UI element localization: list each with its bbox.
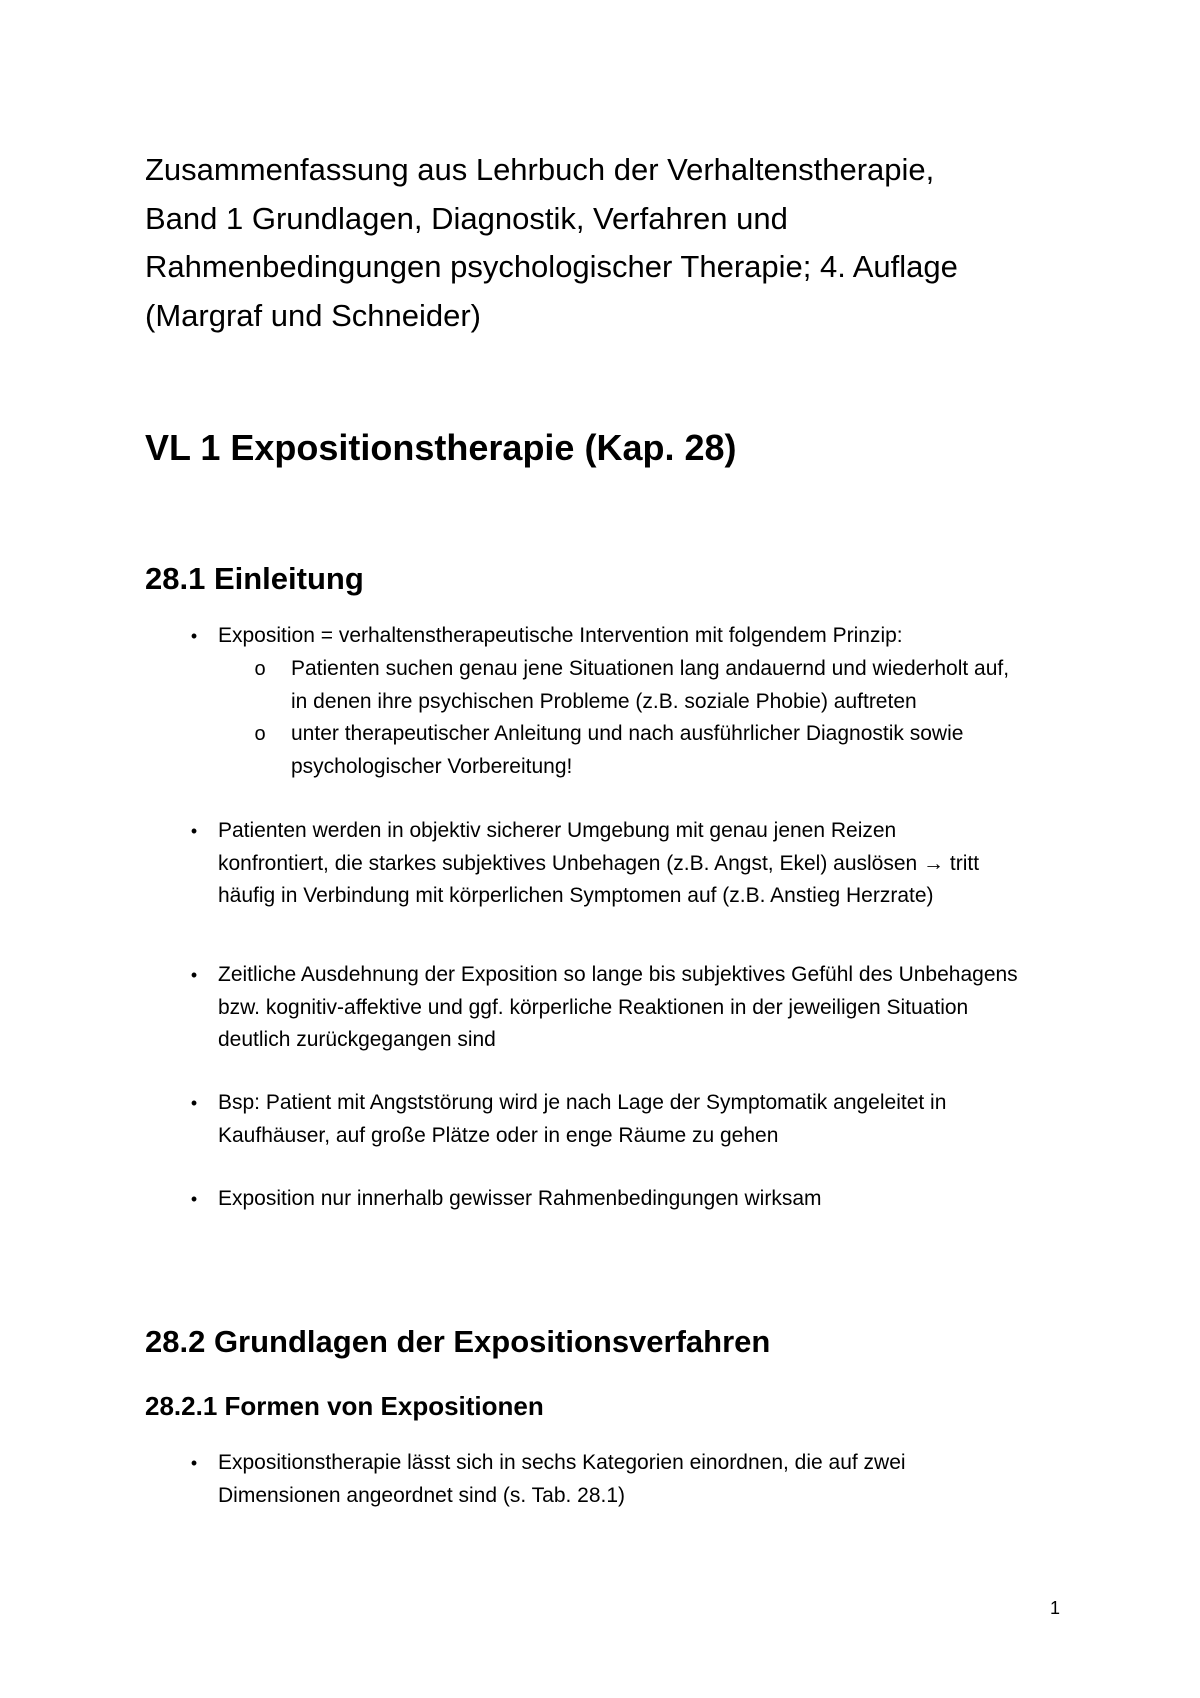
title-line: (Margraf und Schneider) (145, 297, 481, 333)
bullet-text: Zeitliche Ausdehnung der Exposition so lange bis subjektives Gefühl des Unbehagens (218, 963, 1018, 986)
bullet-text: Bsp: Patient mit Angststörung wird je nach Lage der Symptomatik angeleitet in (218, 1091, 947, 1114)
sub-bullet-text: Patienten suchen genau jene Situationen lang andauernd und wiederholt auf, (291, 657, 1010, 680)
sub-bullet-marker: o (254, 658, 266, 680)
sub-bullet-text: unter therapeutischer Anleitung und nach ausführlicher Diagnostik sowie (291, 722, 964, 745)
bullet-text: Dimensionen angeordnet sind (s. Tab. 28.1) (218, 1483, 626, 1507)
page-number: 1 (1050, 1598, 1061, 1618)
bullet-text: Exposition nur innerhalb gewisser Rahmenbedingungen wirksam (218, 1187, 822, 1210)
bullet-text: Expositionstherapie lässt sich in sechs Kategorien einordnen, die auf zwei (218, 1451, 906, 1474)
bullet-marker: • (190, 1189, 198, 1209)
title-line: Rahmenbedingungen psychologischer Therapie; 4. Auflage (145, 249, 958, 284)
bullet-item (190, 1087, 1078, 1152)
document-title (145, 146, 1075, 340)
bullet-marker: • (190, 1093, 198, 1113)
bullet-marker: • (190, 965, 198, 985)
bullet-text: Exposition = verhaltenstherapeutische Intervention mit folgendem Prinzip: (218, 624, 903, 647)
bullet-item (190, 620, 1078, 653)
bullet-text: deutlich zurückgegangen sind (218, 1028, 496, 1051)
title-line: Band 1 Grundlagen, Diagnostik, Verfahren und (145, 200, 788, 236)
bullet-text: bzw. kognitiv-affektive und ggf. körperliche Reaktionen in der jeweiligen Situation (218, 995, 969, 1019)
sub-bullet-text: psychologischer Vorbereitung! (291, 754, 573, 778)
bullet-marker: • (190, 1453, 198, 1473)
sub-bullet-item (254, 653, 1071, 718)
bullet-marker: • (190, 821, 198, 841)
bullet-marker: • (190, 626, 198, 646)
bullet-item (190, 1447, 1078, 1512)
sub-bullet-item (254, 718, 1071, 783)
bullet-text: Patienten werden in objektiv sicherer Umgebung mit genau jenen Reizen (218, 819, 897, 842)
bullet-item (190, 1183, 1078, 1216)
lecture-heading: VL 1 Expositionstherapie (Kap. 28) (145, 427, 737, 468)
bullet-text: häufig in Verbindung mit körperlichen Symptomen auf (z.B. Anstieg Herzrate) (218, 884, 934, 907)
bullet-item (190, 815, 1078, 913)
bullet-text: Kaufhäuser, auf große Plätze oder in enge Räume zu gehen (218, 1123, 779, 1147)
section-heading-grundlagen: 28.2 Grundlagen der Expositionsverfahren (145, 1324, 771, 1359)
title-line: Zusammenfassung aus Lehrbuch der Verhaltenstherapie, (145, 152, 935, 187)
sub-bullet-text: in denen ihre psychischen Probleme (z.B. soziale Phobie) auftreten (291, 689, 917, 713)
subsection-heading-formen: 28.2.1 Formen von Expositionen (145, 1391, 544, 1421)
bullet-item (190, 959, 1078, 1057)
bullet-text: konfrontiert, die starkes subjektives Unbehagen (z.B. Angst, Ekel) auslösen → tritt (218, 851, 980, 875)
section-heading-einleitung: 28.1 Einleitung (145, 561, 364, 596)
sub-bullet-marker: o (254, 723, 266, 745)
